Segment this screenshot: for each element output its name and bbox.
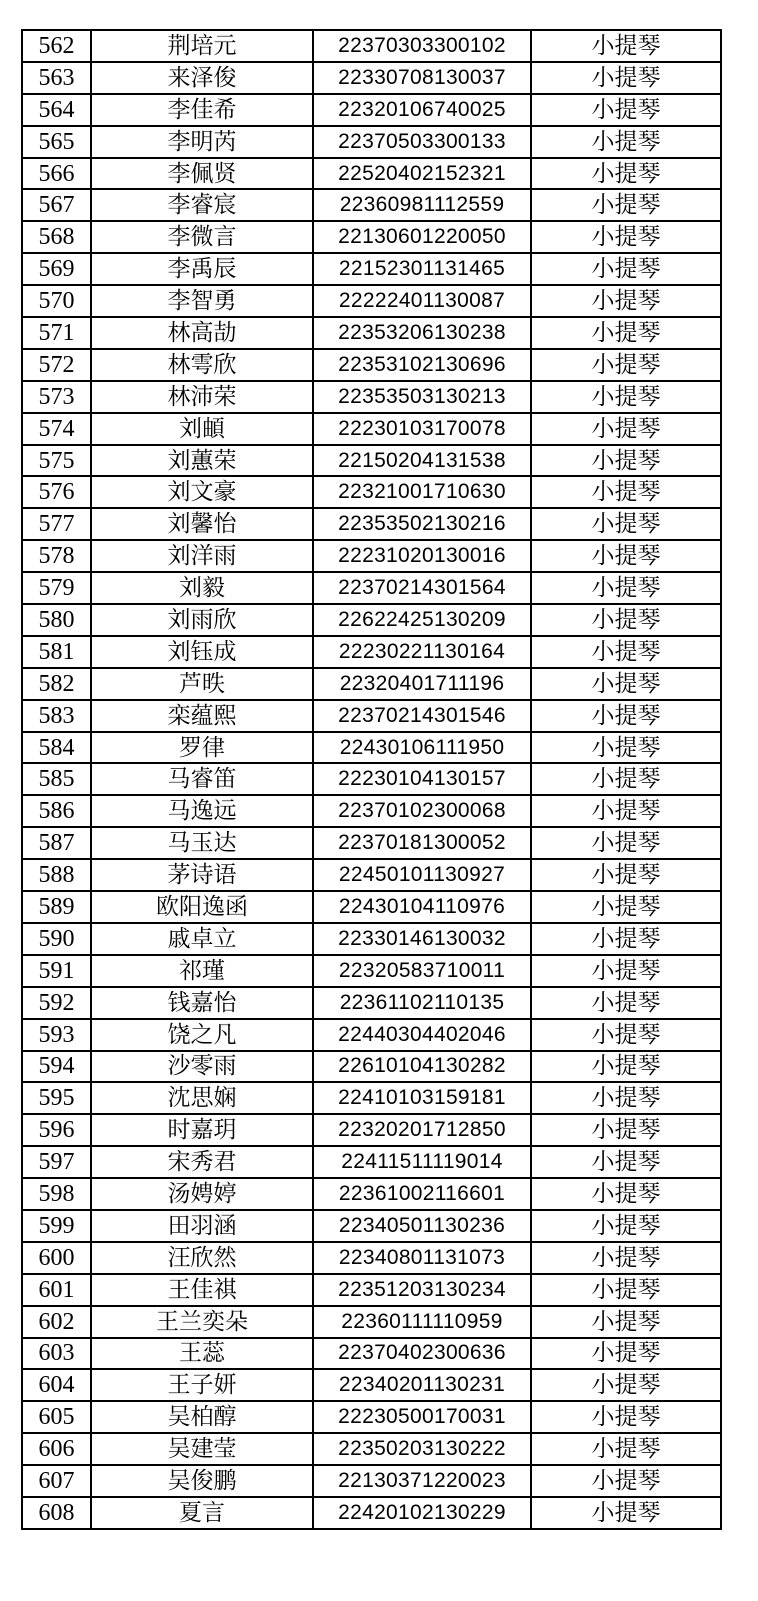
row-number-cell: 604 — [22, 1369, 91, 1401]
table-row — [22, 540, 721, 572]
table-row — [22, 508, 721, 540]
name-cell: 刘钰成 — [91, 636, 313, 668]
instrument-cell: 小提琴 — [531, 987, 721, 1019]
name-cell: 李佩贤 — [91, 158, 313, 190]
id-number-cell: 22361102110135 — [313, 987, 531, 1019]
table-row — [22, 189, 721, 221]
table-row — [22, 732, 721, 764]
name-cell: 栾蕴熙 — [91, 700, 313, 732]
row-number-cell: 607 — [22, 1465, 91, 1497]
name-cell: 刘洋雨 — [91, 540, 313, 572]
name-cell: 李睿宸 — [91, 189, 313, 221]
instrument-cell: 小提琴 — [531, 1306, 721, 1338]
instrument-cell: 小提琴 — [531, 1497, 721, 1529]
table-row — [22, 859, 721, 891]
table-row — [22, 317, 721, 349]
name-cell: 李佳希 — [91, 94, 313, 126]
row-number-cell: 575 — [22, 445, 91, 477]
table-row — [22, 445, 721, 477]
instrument-cell: 小提琴 — [531, 1114, 721, 1146]
instrument-cell: 小提琴 — [531, 94, 721, 126]
table-row — [22, 955, 721, 987]
id-number-cell: 22370102300068 — [313, 795, 531, 827]
row-number-cell: 598 — [22, 1178, 91, 1210]
row-number-cell: 572 — [22, 349, 91, 381]
id-number-cell: 22353102130696 — [313, 349, 531, 381]
id-number-cell: 22340201130231 — [313, 1369, 531, 1401]
row-number-cell: 576 — [22, 476, 91, 508]
id-number-cell: 22370214301546 — [313, 700, 531, 732]
row-number-cell: 595 — [22, 1082, 91, 1114]
row-number-cell: 564 — [22, 94, 91, 126]
id-number-cell: 22410103159181 — [313, 1082, 531, 1114]
table-row — [22, 763, 721, 795]
name-cell: 戚卓立 — [91, 923, 313, 955]
instrument-cell: 小提琴 — [531, 859, 721, 891]
instrument-cell: 小提琴 — [531, 62, 721, 94]
table-row — [22, 604, 721, 636]
row-number-cell: 570 — [22, 285, 91, 317]
table-row — [22, 285, 721, 317]
row-number-cell: 594 — [22, 1051, 91, 1083]
instrument-cell: 小提琴 — [531, 955, 721, 987]
name-cell: 刘蕙荣 — [91, 445, 313, 477]
name-cell: 时嘉玥 — [91, 1114, 313, 1146]
instrument-cell: 小提琴 — [531, 1465, 721, 1497]
id-number-cell: 22230500170031 — [313, 1401, 531, 1433]
row-number-cell: 574 — [22, 413, 91, 445]
instrument-cell: 小提琴 — [531, 700, 721, 732]
name-cell: 夏言 — [91, 1497, 313, 1529]
name-cell: 芦昳 — [91, 668, 313, 700]
table-row — [22, 1306, 721, 1338]
name-cell: 沙零雨 — [91, 1051, 313, 1083]
id-number-cell: 22130601220050 — [313, 221, 531, 253]
name-cell: 沈思娴 — [91, 1082, 313, 1114]
name-cell: 王兰奕朵 — [91, 1306, 313, 1338]
row-number-cell: 581 — [22, 636, 91, 668]
row-number-cell: 605 — [22, 1401, 91, 1433]
table-row — [22, 413, 721, 445]
table-row — [22, 795, 721, 827]
instrument-cell: 小提琴 — [531, 349, 721, 381]
name-cell: 吴俊鹏 — [91, 1465, 313, 1497]
table-row — [22, 1465, 721, 1497]
name-cell: 汤娉婷 — [91, 1178, 313, 1210]
id-number-cell: 22353206130238 — [313, 317, 531, 349]
table-row — [22, 827, 721, 859]
instrument-cell: 小提琴 — [531, 413, 721, 445]
name-cell: 王子妍 — [91, 1369, 313, 1401]
row-number-cell: 601 — [22, 1274, 91, 1306]
table-row — [22, 636, 721, 668]
id-number-cell: 22361002116601 — [313, 1178, 531, 1210]
name-cell: 茅诗语 — [91, 859, 313, 891]
instrument-cell: 小提琴 — [531, 1274, 721, 1306]
instrument-cell: 小提琴 — [531, 476, 721, 508]
id-number-cell: 22411511119014 — [313, 1146, 531, 1178]
row-number-cell: 592 — [22, 987, 91, 1019]
row-number-cell: 585 — [22, 763, 91, 795]
table-row — [22, 1497, 721, 1529]
name-cell: 马玉达 — [91, 827, 313, 859]
row-number-cell: 580 — [22, 604, 91, 636]
row-number-cell: 565 — [22, 126, 91, 158]
id-number-cell: 22330146130032 — [313, 923, 531, 955]
instrument-cell: 小提琴 — [531, 1401, 721, 1433]
id-number-cell: 22370402300636 — [313, 1338, 531, 1370]
table-row — [22, 1051, 721, 1083]
name-cell: 饶之凡 — [91, 1019, 313, 1051]
instrument-cell: 小提琴 — [531, 1210, 721, 1242]
instrument-cell: 小提琴 — [531, 1178, 721, 1210]
row-number-cell: 583 — [22, 700, 91, 732]
row-number-cell: 571 — [22, 317, 91, 349]
table-row — [22, 1019, 721, 1051]
row-number-cell: 602 — [22, 1306, 91, 1338]
name-cell: 李微言 — [91, 221, 313, 253]
id-number-cell: 22231020130016 — [313, 540, 531, 572]
id-number-cell: 22230103170078 — [313, 413, 531, 445]
id-number-cell: 22420102130229 — [313, 1497, 531, 1529]
roster-body — [22, 30, 721, 1529]
instrument-cell: 小提琴 — [531, 158, 721, 190]
table-row — [22, 253, 721, 285]
row-number-cell: 567 — [22, 189, 91, 221]
id-number-cell: 22610104130282 — [313, 1051, 531, 1083]
table-row — [22, 1274, 721, 1306]
name-cell: 钱嘉怡 — [91, 987, 313, 1019]
roster-table — [21, 29, 722, 1530]
table-row — [22, 30, 721, 62]
instrument-cell: 小提琴 — [531, 1369, 721, 1401]
name-cell: 刘雨欣 — [91, 604, 313, 636]
name-cell: 刘毅 — [91, 572, 313, 604]
instrument-cell: 小提琴 — [531, 445, 721, 477]
id-number-cell: 22150204131538 — [313, 445, 531, 477]
name-cell: 刘頔 — [91, 413, 313, 445]
instrument-cell: 小提琴 — [531, 891, 721, 923]
table-row — [22, 923, 721, 955]
name-cell: 李智勇 — [91, 285, 313, 317]
table-row — [22, 668, 721, 700]
row-number-cell: 606 — [22, 1433, 91, 1465]
row-number-cell: 603 — [22, 1338, 91, 1370]
instrument-cell: 小提琴 — [531, 253, 721, 285]
row-number-cell: 600 — [22, 1242, 91, 1274]
instrument-cell: 小提琴 — [531, 572, 721, 604]
name-cell: 宋秀君 — [91, 1146, 313, 1178]
row-number-cell: 569 — [22, 253, 91, 285]
table-row — [22, 1242, 721, 1274]
row-number-cell: 568 — [22, 221, 91, 253]
instrument-cell: 小提琴 — [531, 827, 721, 859]
instrument-cell: 小提琴 — [531, 1338, 721, 1370]
table-row — [22, 1369, 721, 1401]
instrument-cell: 小提琴 — [531, 1019, 721, 1051]
table-row — [22, 1433, 721, 1465]
id-number-cell: 22340501130236 — [313, 1210, 531, 1242]
name-cell: 吴建莹 — [91, 1433, 313, 1465]
instrument-cell: 小提琴 — [531, 668, 721, 700]
id-number-cell: 22353502130216 — [313, 508, 531, 540]
instrument-cell: 小提琴 — [531, 636, 721, 668]
table-row — [22, 62, 721, 94]
id-number-cell: 22321001710630 — [313, 476, 531, 508]
name-cell: 祁瑾 — [91, 955, 313, 987]
name-cell: 李禹辰 — [91, 253, 313, 285]
instrument-cell: 小提琴 — [531, 221, 721, 253]
row-number-cell: 578 — [22, 540, 91, 572]
name-cell: 马逸远 — [91, 795, 313, 827]
id-number-cell: 22370303300102 — [313, 30, 531, 62]
name-cell: 田羽涵 — [91, 1210, 313, 1242]
row-number-cell: 563 — [22, 62, 91, 94]
table-row — [22, 1114, 721, 1146]
table-row — [22, 476, 721, 508]
instrument-cell: 小提琴 — [531, 732, 721, 764]
name-cell: 林高劼 — [91, 317, 313, 349]
id-number-cell: 22370503300133 — [313, 126, 531, 158]
table-row — [22, 700, 721, 732]
row-number-cell: 562 — [22, 30, 91, 62]
id-number-cell: 22450101130927 — [313, 859, 531, 891]
row-number-cell: 593 — [22, 1019, 91, 1051]
table-row — [22, 94, 721, 126]
id-number-cell: 22430106111950 — [313, 732, 531, 764]
row-number-cell: 608 — [22, 1497, 91, 1529]
name-cell: 王佳祺 — [91, 1274, 313, 1306]
row-number-cell: 597 — [22, 1146, 91, 1178]
instrument-cell: 小提琴 — [531, 1051, 721, 1083]
row-number-cell: 588 — [22, 859, 91, 891]
row-number-cell: 599 — [22, 1210, 91, 1242]
instrument-cell: 小提琴 — [531, 126, 721, 158]
row-number-cell: 591 — [22, 955, 91, 987]
table-row — [22, 1082, 721, 1114]
table-row — [22, 1146, 721, 1178]
instrument-cell: 小提琴 — [531, 30, 721, 62]
instrument-cell: 小提琴 — [531, 795, 721, 827]
table-row — [22, 1210, 721, 1242]
instrument-cell: 小提琴 — [531, 1082, 721, 1114]
table-row — [22, 1338, 721, 1370]
id-number-cell: 22520402152321 — [313, 158, 531, 190]
instrument-cell: 小提琴 — [531, 763, 721, 795]
row-number-cell: 577 — [22, 508, 91, 540]
name-cell: 王蕊 — [91, 1338, 313, 1370]
name-cell: 荆培元 — [91, 30, 313, 62]
id-number-cell: 22330708130037 — [313, 62, 531, 94]
instrument-cell: 小提琴 — [531, 1242, 721, 1274]
id-number-cell: 22230221130164 — [313, 636, 531, 668]
name-cell: 刘馨怡 — [91, 508, 313, 540]
id-number-cell: 22230104130157 — [313, 763, 531, 795]
row-number-cell: 590 — [22, 923, 91, 955]
instrument-cell: 小提琴 — [531, 189, 721, 221]
instrument-cell: 小提琴 — [531, 604, 721, 636]
row-number-cell: 589 — [22, 891, 91, 923]
id-number-cell: 22320201712850 — [313, 1114, 531, 1146]
id-number-cell: 22370214301564 — [313, 572, 531, 604]
id-number-cell: 22152301131465 — [313, 253, 531, 285]
instrument-cell: 小提琴 — [531, 317, 721, 349]
name-cell: 吴柏醇 — [91, 1401, 313, 1433]
id-number-cell: 22430104110976 — [313, 891, 531, 923]
row-number-cell: 587 — [22, 827, 91, 859]
table-row — [22, 891, 721, 923]
table-row — [22, 158, 721, 190]
name-cell: 罗律 — [91, 732, 313, 764]
instrument-cell: 小提琴 — [531, 1433, 721, 1465]
name-cell: 来泽俊 — [91, 62, 313, 94]
id-number-cell: 22340801131073 — [313, 1242, 531, 1274]
row-number-cell: 584 — [22, 732, 91, 764]
table-row — [22, 1401, 721, 1433]
instrument-cell: 小提琴 — [531, 508, 721, 540]
row-number-cell: 573 — [22, 381, 91, 413]
id-number-cell: 22440304402046 — [313, 1019, 531, 1051]
table-row — [22, 126, 721, 158]
name-cell: 林沛荣 — [91, 381, 313, 413]
id-number-cell: 22350203130222 — [313, 1433, 531, 1465]
instrument-cell: 小提琴 — [531, 540, 721, 572]
id-number-cell: 22130371220023 — [313, 1465, 531, 1497]
row-number-cell: 586 — [22, 795, 91, 827]
name-cell: 林雩欣 — [91, 349, 313, 381]
table-row — [22, 572, 721, 604]
instrument-cell: 小提琴 — [531, 1146, 721, 1178]
instrument-cell: 小提琴 — [531, 923, 721, 955]
table-row — [22, 1178, 721, 1210]
id-number-cell: 22320583710011 — [313, 955, 531, 987]
id-number-cell: 22353503130213 — [313, 381, 531, 413]
id-number-cell: 22360981112559 — [313, 189, 531, 221]
name-cell: 欧阳逸函 — [91, 891, 313, 923]
name-cell: 李明芮 — [91, 126, 313, 158]
table-row — [22, 381, 721, 413]
id-number-cell: 22222401130087 — [313, 285, 531, 317]
name-cell: 刘文豪 — [91, 476, 313, 508]
table-row — [22, 349, 721, 381]
name-cell: 汪欣然 — [91, 1242, 313, 1274]
instrument-cell: 小提琴 — [531, 285, 721, 317]
id-number-cell: 22351203130234 — [313, 1274, 531, 1306]
row-number-cell: 566 — [22, 158, 91, 190]
id-number-cell: 22360111110959 — [313, 1306, 531, 1338]
instrument-cell: 小提琴 — [531, 381, 721, 413]
table-row — [22, 221, 721, 253]
name-cell: 马睿笛 — [91, 763, 313, 795]
row-number-cell: 596 — [22, 1114, 91, 1146]
table-row — [22, 987, 721, 1019]
row-number-cell: 579 — [22, 572, 91, 604]
row-number-cell: 582 — [22, 668, 91, 700]
id-number-cell: 22320401711196 — [313, 668, 531, 700]
id-number-cell: 22370181300052 — [313, 827, 531, 859]
id-number-cell: 22320106740025 — [313, 94, 531, 126]
id-number-cell: 22622425130209 — [313, 604, 531, 636]
